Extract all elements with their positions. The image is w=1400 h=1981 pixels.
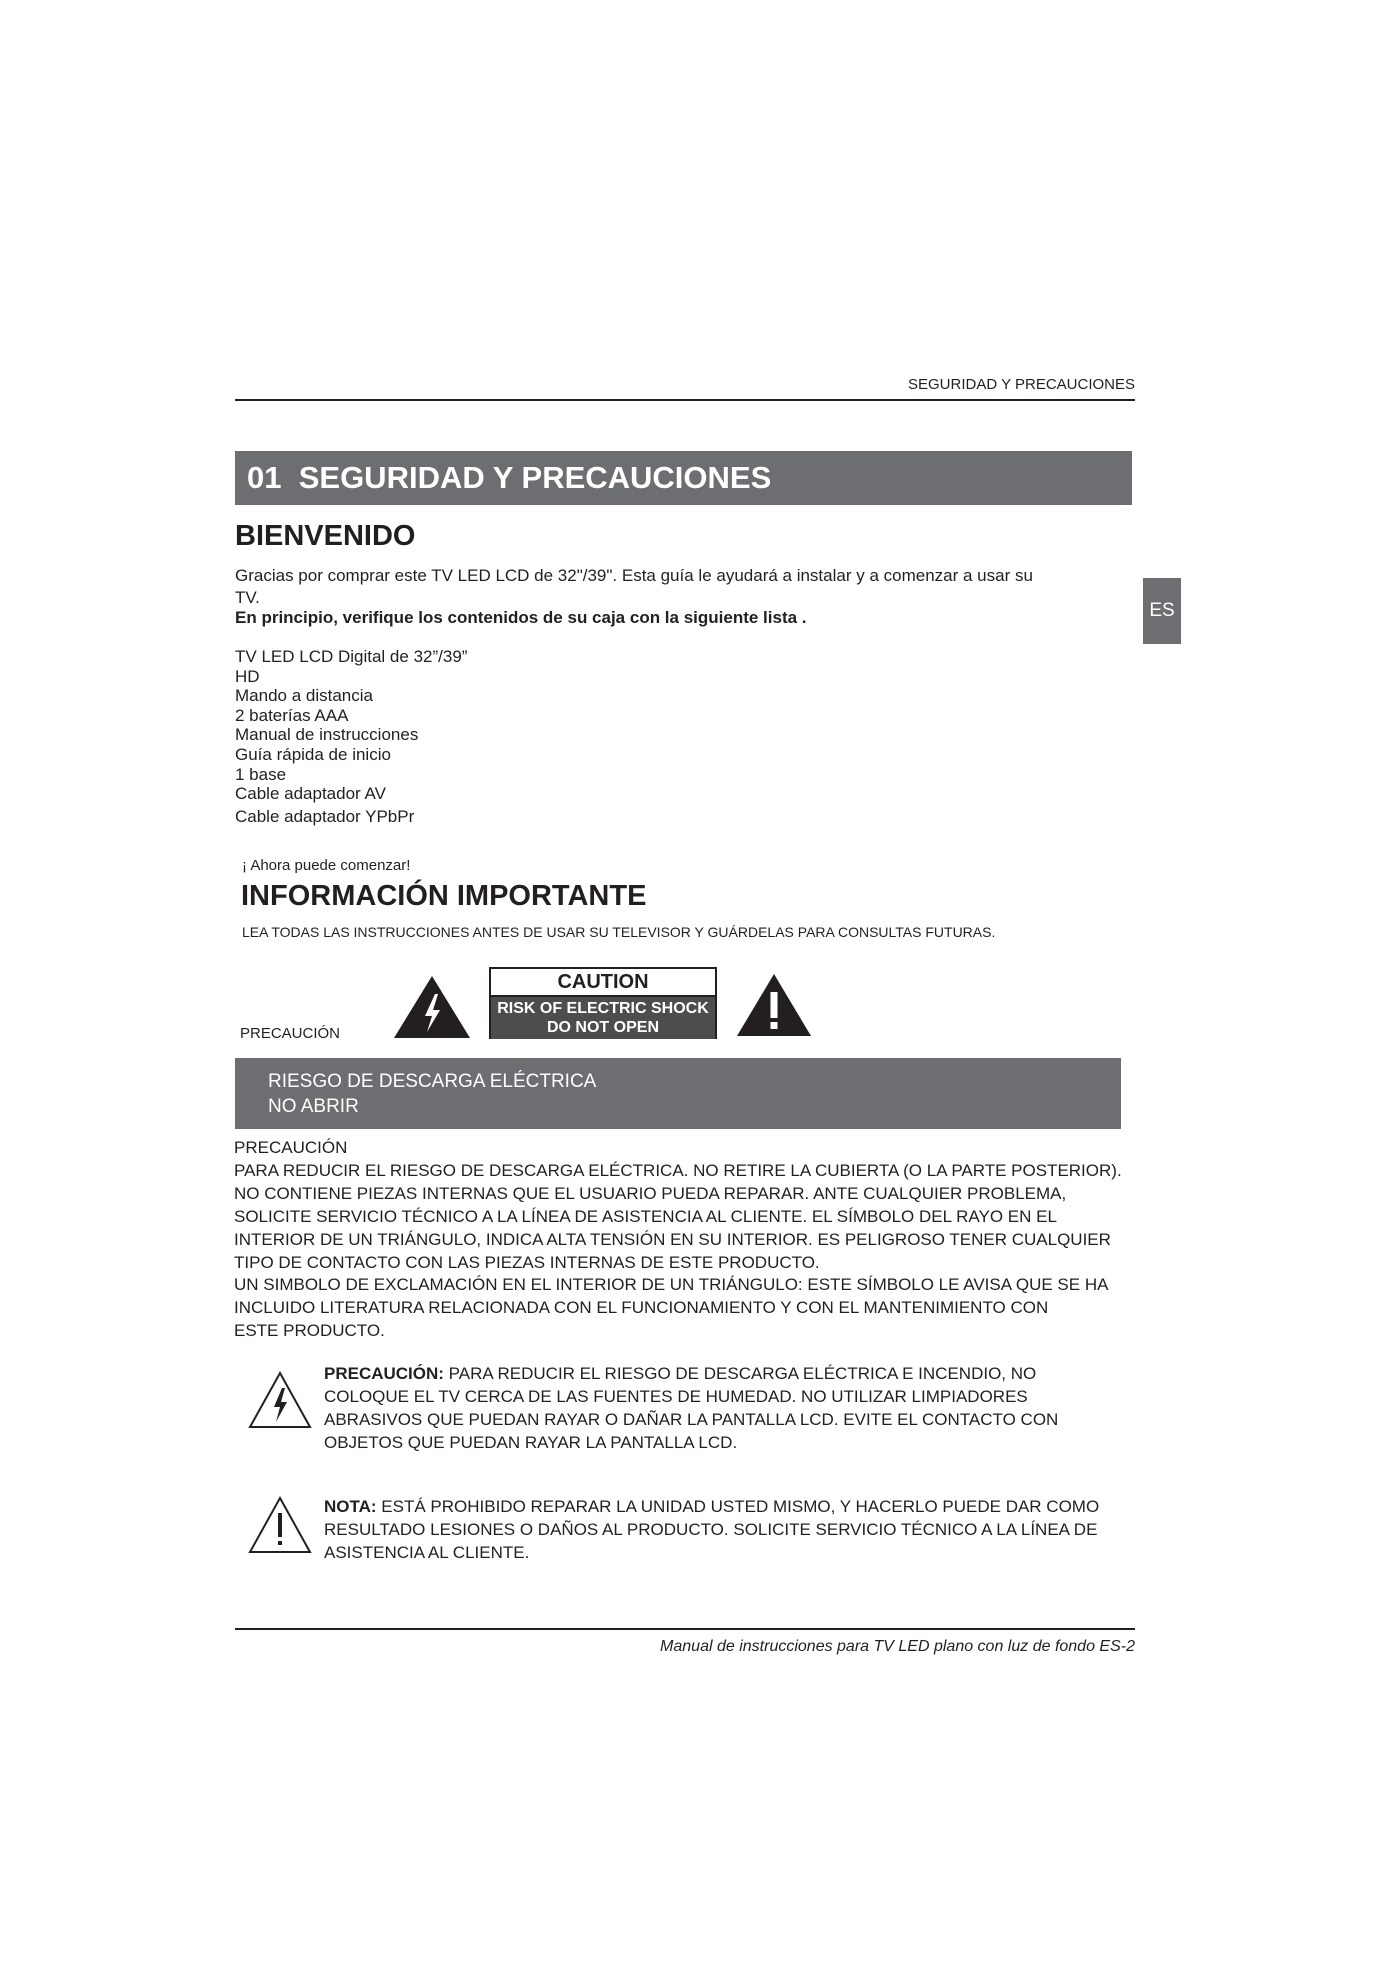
list-item: 2 baterías AAA [235, 705, 349, 725]
risk-bar [235, 1058, 1121, 1129]
welcome-intro: Gracias por comprar este TV LED LCD de 32"/39". Esta guía le ayudará a instalar y a comenzar a usar su TV. [235, 566, 1033, 607]
caution-title: CAUTION [491, 969, 715, 997]
body-line: INCLUIDO LITERATURA RELACIONADA CON EL FUNCIONAMIENTO Y CON EL MANTENIMIENTO CON [234, 1298, 1049, 1318]
lightning-triangle-icon [247, 1370, 313, 1430]
exclamation-triangle-icon [735, 972, 813, 1038]
precaution-note-line: ABRASIVOS QUE PUEDAN RAYAR O DAÑAR LA PANTALLA LCD. EVITE EL CONTACTO CON [324, 1409, 1059, 1429]
caution-label-text: PRECAUCIÓN [240, 1025, 341, 1042]
header-rule [235, 399, 1135, 401]
precaution-note [324, 1363, 1084, 1455]
page-footer: Manual de instrucciones para TV LED plano con luz de fondo ES-2 [660, 1638, 1135, 1655]
list-item: Cable adaptador AV [235, 784, 386, 804]
section-title-bar [235, 451, 1132, 505]
body-line: ESTE PRODUCTO. [234, 1321, 385, 1341]
service-note-line: RESULTADO LESIONES O DAÑOS AL PRODUCTO. SOLICITE SERVICIO TÉCNICO A LA LÍNEA DE [324, 1519, 1098, 1539]
list-item: 1 base [235, 764, 287, 784]
risk-line-2: NO ABRIR [268, 1096, 359, 1117]
precaution-note-line: COLOQUE EL TV CERCA DE LAS FUENTES DE HUMEDAD. NO UTILIZAR LIMPIADORES [324, 1386, 1028, 1406]
important-heading: INFORMACIÓN IMPORTANTE [241, 880, 647, 912]
precaution-note-line: PARA REDUCIR EL RIESGO DE DESCARGA ELÉCTRICA E INCENDIO, NO [443, 1364, 1037, 1383]
list-item: Mando a distancia [235, 686, 373, 706]
read-instructions-text: LEA TODAS LAS INSTRUCCIONES ANTES DE USAR SU TELEVISOR Y GUÁRDELAS PARA CONSULTAS FUTURAS. [242, 924, 996, 940]
service-note-line: ESTÁ PROHIBIDO REPARAR LA UNIDAD USTED MISMO, Y HACERLO PUEDE DAR COMO [376, 1497, 1100, 1516]
list-item: Cable adaptador YPbPr [235, 806, 415, 826]
body-line: SOLICITE SERVICIO TÉCNICO A LA LÍNEA DE ASISTENCIA AL CLIENTE. EL SÍMBOLO DEL RAYO EN EL [234, 1206, 1057, 1226]
section-number: 01 [247, 460, 282, 495]
now-start-text: ¡ Ahora puede comenzar! [242, 857, 411, 874]
caution-line-1: RISK OF ELECTRIC SHOCK [497, 1000, 709, 1017]
body-line: PRECAUCIÓN [234, 1138, 348, 1157]
footer-rule [235, 1628, 1135, 1630]
list-item: TV LED LCD Digital de 32”/39” [235, 647, 468, 666]
precaution-note-label: PRECAUCIÓN: [324, 1364, 444, 1383]
box-contents-list [235, 647, 467, 826]
caution-warning [491, 997, 715, 1039]
body-line: INTERIOR DE UN TRIÁNGULO, INDICA ALTA TENSIÓN EN SU INTERIOR. ES PELIGROSO TENER CUALQUIER [234, 1229, 1111, 1249]
exclamation-triangle-icon [247, 1495, 313, 1555]
body-line: TIPO DE CONTACTO CON LAS PIEZAS INTERNAS DE ESTE PRODUCTO. [234, 1252, 820, 1272]
service-note-line: ASISTENCIA AL CLIENTE. [324, 1542, 530, 1562]
lightning-triangle-icon [392, 974, 472, 1040]
section-title: SEGURIDAD Y PRECAUCIONES [298, 460, 772, 495]
list-item: Manual de instrucciones [235, 725, 419, 745]
body-line: PARA REDUCIR EL RIESGO DE DESCARGA ELÉCTRICA. NO RETIRE LA CUBIERTA (O LA PARTE POSTERIOR). [234, 1160, 1122, 1180]
precaution-body [234, 1137, 1122, 1343]
check-contents-text: En principio, verifique los contenidos de su caja con la siguiente lista . [235, 608, 807, 627]
precaution-note-line: OBJETOS QUE PUEDAN RAYAR LA PANTALLA LCD. [324, 1432, 738, 1452]
risk-line-1: RIESGO DE DESCARGA ELÉCTRICA [268, 1071, 597, 1092]
caution-line-2: DO NOT OPEN [546, 1019, 659, 1036]
welcome-heading: BIENVENIDO [235, 520, 416, 552]
body-line: UN SIMBOLO DE EXCLAMACIÓN EN EL INTERIOR DE UN TRIÁNGULO: ESTE SÍMBOLO LE AVISA QUE SE HA [234, 1275, 1109, 1295]
caution-label-box [489, 967, 717, 1039]
service-note-label: NOTA: [324, 1497, 377, 1516]
running-header: SEGURIDAD Y PRECAUCIONES [908, 376, 1135, 393]
service-note [324, 1496, 1100, 1565]
language-tab: ES [1143, 578, 1181, 644]
body-line: NO CONTIENE PIEZAS INTERNAS QUE EL USUARIO PUEDA REPARAR. ANTE CUALQUIER PROBLEMA, [234, 1183, 1067, 1203]
list-item: Guía rápida de inicio [235, 744, 391, 764]
list-item: HD [235, 666, 260, 686]
